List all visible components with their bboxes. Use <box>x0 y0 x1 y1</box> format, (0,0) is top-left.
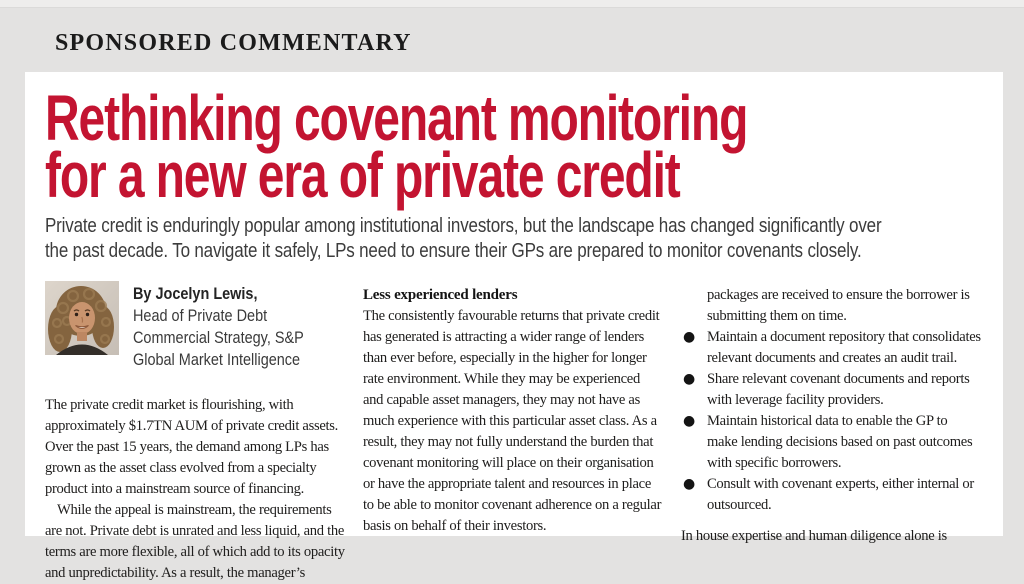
standfirst-line-1: Private credit is enduringly popular among institutional investors, but the landscape has changed significantly over <box>45 215 882 237</box>
standfirst <box>45 214 983 264</box>
author-title-line-3: Global Market Intelligence <box>133 350 301 369</box>
column-3 <box>681 281 981 584</box>
list-item <box>681 474 981 516</box>
column-2 <box>363 281 663 584</box>
list-item-text: Consult with covenant experts, either internal or outsourced. <box>707 476 974 513</box>
author-block <box>45 281 345 371</box>
headline-line-1: Rethinking covenant monitoring <box>45 82 748 154</box>
author-title-line-2: Commercial Strategy, S&P <box>133 328 304 347</box>
page-title <box>45 82 983 211</box>
author-byline: By Jocelyn Lewis, <box>133 284 258 303</box>
article-columns <box>45 281 983 584</box>
author-photo <box>45 281 119 355</box>
bullet-icon: ● <box>683 329 695 345</box>
standfirst-line-2: the past decade. To navigate it safely, LPs need to ensure their GPs are prepared to monitor covenants closely. <box>45 240 862 262</box>
list-item-text: Share relevant covenant documents and reports with leverage facility providers. <box>707 371 970 408</box>
body-paragraph: The consistently favourable returns that private credit has generated is attracting a wider range of lenders than ever before, especially in the higher for longer rate environment. While they may be experienced and capable asset managers, they may not have as much experience with this particular asset class. As a result, they may not fully understand the burden that covenant monitoring will place on their organisation or have the appropriate talent and resources in place to be able to monitor covenant adherence on a regular basis on behalf of their investors. <box>363 308 662 534</box>
list-item <box>681 411 981 474</box>
top-strip <box>0 0 1024 8</box>
list-item-text: Maintain historical data to enable the GP to make lending decisions based on past outcomes with specific borrowers. <box>707 413 973 471</box>
article-card <box>25 72 1003 581</box>
body-paragraph: packages are received to ensure the borrower is submitting them on time. <box>707 287 970 324</box>
body-paragraph: The private credit market is flourishing, with approximately $1.7TN AUM of private credit assets. Over the past 15 years, the demand among LPs has grown as the asset class evolved from a specialty product into a mainstream source of financing. <box>45 397 339 497</box>
bullet-icon: ● <box>683 413 695 429</box>
bullet-icon: ● <box>683 476 695 492</box>
bullet-list <box>681 327 981 516</box>
list-item <box>681 327 981 369</box>
body-paragraph: While the appeal is mainstream, the requirements are not. Private debt is unrated and less liquid, and the terms are more flexible, all of which add to its opacity and unpredictability. As a result, the manager’s <box>45 502 345 581</box>
list-item-text: Maintain a document repository that consolidates relevant documents and creates an audit trail. <box>707 329 981 366</box>
bullet-icon: ● <box>683 371 695 387</box>
headline-line-2: for a new era of private credit <box>45 139 680 211</box>
author-text <box>133 283 304 371</box>
author-title-line-1: Head of Private Debt <box>133 306 268 325</box>
section-heading: Less experienced lenders <box>363 287 518 303</box>
body-paragraph: In house expertise and human diligence alone is <box>681 528 947 544</box>
kicker: SPONSORED COMMENTARY <box>55 30 412 56</box>
list-item <box>681 369 981 411</box>
column-1 <box>45 281 345 584</box>
